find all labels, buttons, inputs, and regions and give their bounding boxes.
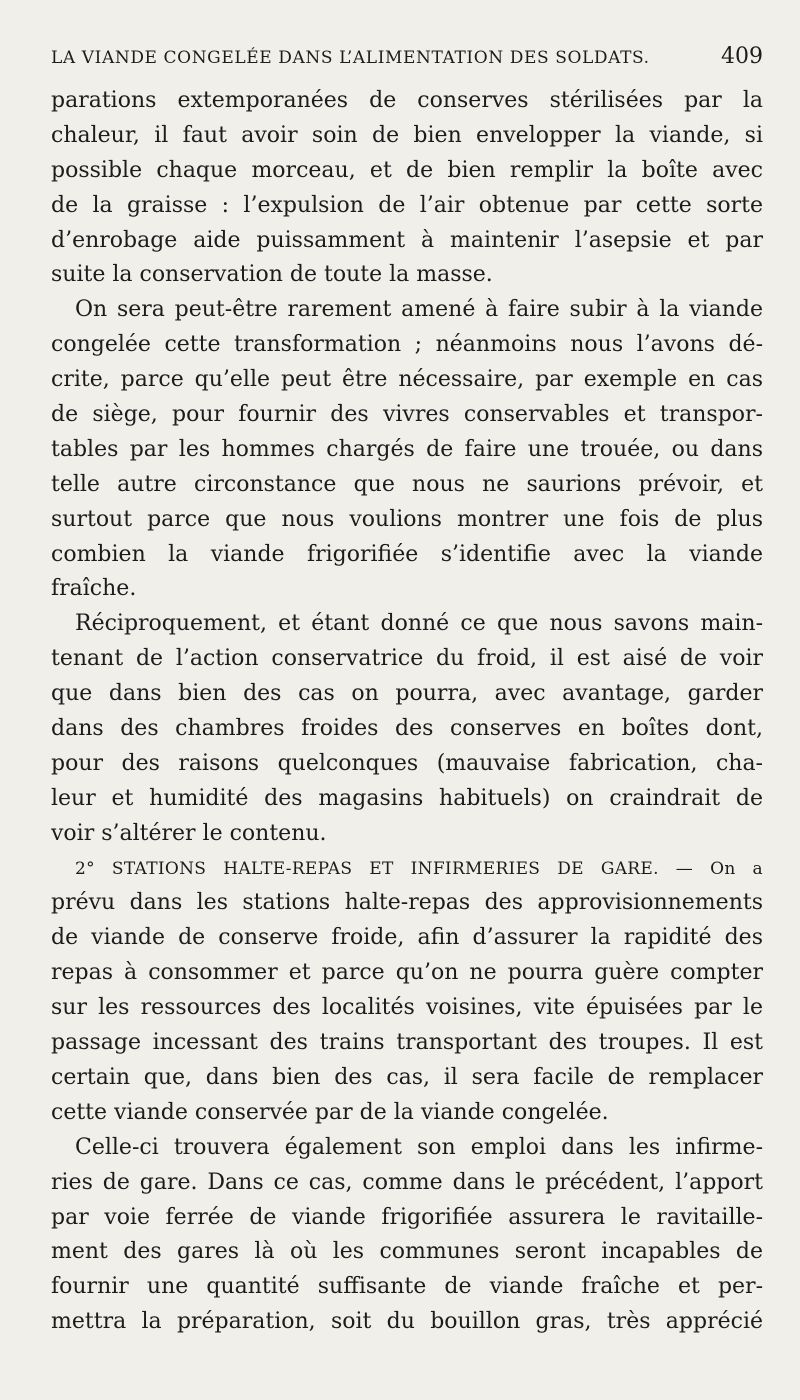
page-number: 409	[721, 44, 763, 69]
text-line: dans des chambres froides des conserves en boîtes dont,	[51, 716, 763, 742]
text-line: On sera peut-être rarement amené à faire subir à la viande	[75, 297, 763, 323]
text-line: suite la conservation de toute la masse.	[51, 262, 493, 288]
section-heading-line: 2° STATIONS HALTE-REPAS ET INFIRMERIES DE GARE. — On a	[75, 858, 763, 879]
text-line: surtout parce que nous voulions montrer une fois de plus	[51, 506, 763, 532]
text-line: de la graisse : l’expulsion de l’air obtenue par cette sorte	[51, 192, 763, 218]
text-line: sur les ressources des localités voisines, vite épuisées par le	[51, 995, 763, 1021]
text-line: fournir une quantité suffisante de viande fraîche et per-	[51, 1274, 763, 1300]
text-line: mettra la préparation, soit du bouillon gras, très apprécié	[51, 1309, 763, 1335]
text-line: d’enrobage aide puissamment à maintenir l’asepsie et par	[51, 227, 763, 253]
text-line: tenant de l’action conservatrice du froid, il est aisé de voir	[51, 646, 763, 672]
text-line: Réciproquement, et étant donné ce que nous savons main-	[75, 611, 763, 637]
text-line: par voie ferrée de viande frigorifiée assurera le ravitaille-	[51, 1204, 763, 1230]
text-line: telle autre circonstance que nous ne saurions prévoir, et	[51, 471, 763, 497]
text-line: tables par les hommes chargés de faire une trouée, ou dans	[51, 436, 763, 462]
text-line: crite, parce qu’elle peut être nécessaire, par exemple en cas	[51, 367, 763, 393]
text-line: repas à consommer et parce qu’on ne pourra guère compter	[51, 960, 763, 986]
text-line: combien la viande frigorifiée s’identifie avec la viande	[51, 541, 763, 567]
text-line: possible chaque morceau, et de bien remplir la boîte avec	[51, 157, 763, 183]
text-line: voir s’altérer le contenu.	[51, 820, 327, 846]
text-line: ment des gares là où les communes seront incapables de	[51, 1239, 763, 1265]
text-line: passage incessant des trains transportant des troupes. Il est	[51, 1030, 763, 1056]
text-line: cette viande conservée par de la viande congelée.	[51, 1099, 609, 1125]
body-text	[51, 84, 763, 1340]
text-line: de siège, pour fournir des vivres conservables et transpor-	[51, 402, 763, 428]
text-line: pour des raisons quelconques (mauvaise fabrication, cha-	[51, 750, 763, 776]
text-line: Celle-ci trouvera également son emploi dans les infirme-	[75, 1134, 763, 1160]
text-line: que dans bien des cas on pourra, avec avantage, garder	[51, 681, 763, 707]
text-line: de viande de conserve froide, afin d’assurer la rapidité des	[51, 925, 763, 951]
page-header	[51, 44, 763, 74]
text-line: chaleur, il faut avoir soin de bien envelopper la viande, si	[51, 122, 763, 148]
text-line: prévu dans les stations halte-repas des approvisionnements	[51, 890, 763, 916]
running-title: LA VIANDE CONGELÉE DANS L’ALIMENTATION DES SOLDATS.	[51, 48, 650, 68]
text-line: ries de gare. Dans ce cas, comme dans le précédent, l’apport	[51, 1169, 763, 1195]
text-line: certain que, dans bien des cas, il sera facile de remplacer	[51, 1064, 763, 1090]
text-line: congelée cette transformation ; néanmoins nous l’avons dé-	[51, 332, 763, 358]
text-line: fraîche.	[51, 576, 137, 602]
text-line: parations extemporanées de conserves stérilisées par la	[51, 88, 763, 113]
text-line: leur et humidité des magasins habituels) on craindrait de	[51, 785, 763, 811]
